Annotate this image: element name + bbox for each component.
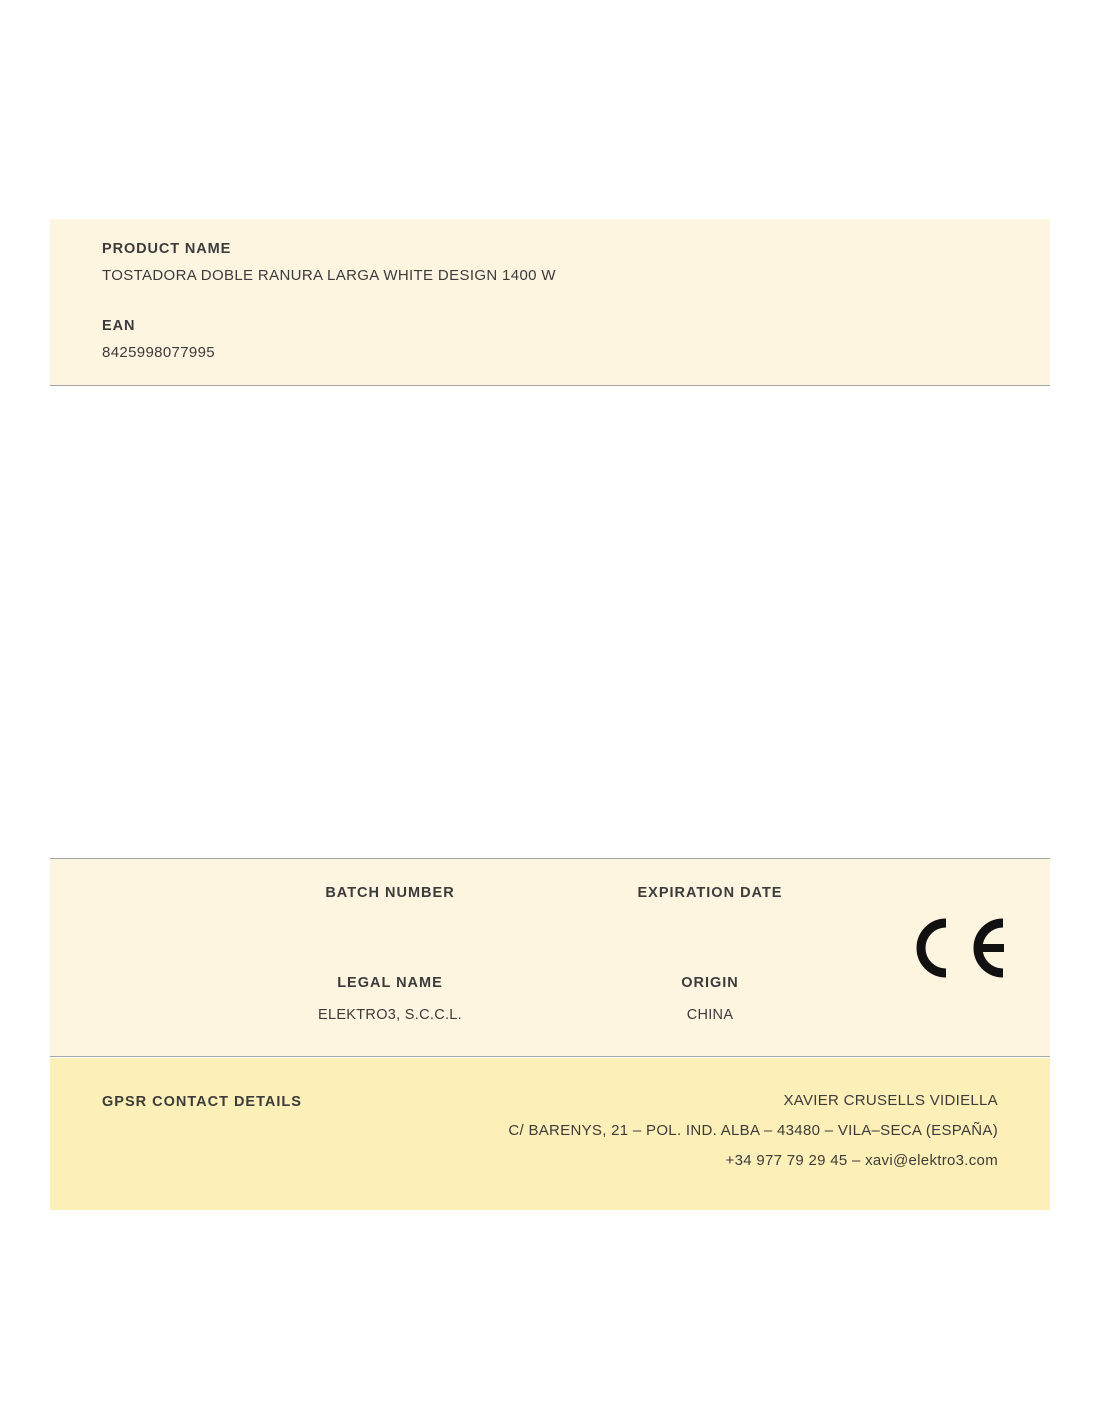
- product-name-label: PRODUCT NAME: [102, 241, 232, 257]
- gpsr-contact-lines: [508, 1092, 998, 1182]
- gpsr-contact-phone-email: +34 977 79 29 45 – xavi@elektro3.com: [725, 1152, 998, 1169]
- legal-name-value: ELEKTRO3, S.C.C.L.: [318, 1007, 462, 1023]
- row-left-spacer: [50, 885, 230, 935]
- origin-value: CHINA: [686, 1007, 734, 1023]
- legal-name-cell: [230, 975, 550, 1025]
- gpsr-contact-title: GPSR CONTACT DETAILS: [102, 1094, 302, 1110]
- batch-number-value: [230, 917, 550, 935]
- product-info-block: [50, 219, 1050, 386]
- origin-cell: [550, 975, 870, 1025]
- product-name-value: TOSTADORA DOBLE RANURA LARGA WHITE DESIGN 1400 W: [102, 267, 556, 284]
- ce-cell-spacer-2: [870, 975, 1050, 1025]
- batch-legal-block: [50, 858, 1050, 1057]
- batch-expiration-row: [50, 885, 1050, 935]
- expiration-date-label: EXPIRATION DATE: [637, 885, 783, 901]
- legal-origin-row: [50, 975, 1050, 1025]
- ce-marking-icon: [908, 917, 1008, 979]
- ean-value: 8425998077995: [102, 344, 215, 361]
- expiration-date-cell: [550, 885, 870, 935]
- legal-name-label: LEGAL NAME: [337, 975, 443, 991]
- expiration-date-value: [550, 917, 870, 935]
- ean-label: EAN: [102, 318, 136, 334]
- batch-number-cell: [230, 885, 550, 935]
- origin-label: ORIGIN: [681, 975, 739, 991]
- row-left-spacer-2: [50, 975, 230, 1025]
- gpsr-contact-block: [50, 1058, 1050, 1210]
- field-spacer: [102, 284, 998, 318]
- batch-number-label: BATCH NUMBER: [325, 885, 455, 901]
- gpsr-contact-address: C/ BARENYS, 21 – POL. IND. ALBA – 43480 – VILA–SECA (ESPAÑA): [508, 1122, 998, 1139]
- gpsr-contact-name: XAVIER CRUSELLS VIDIELLA: [783, 1092, 998, 1109]
